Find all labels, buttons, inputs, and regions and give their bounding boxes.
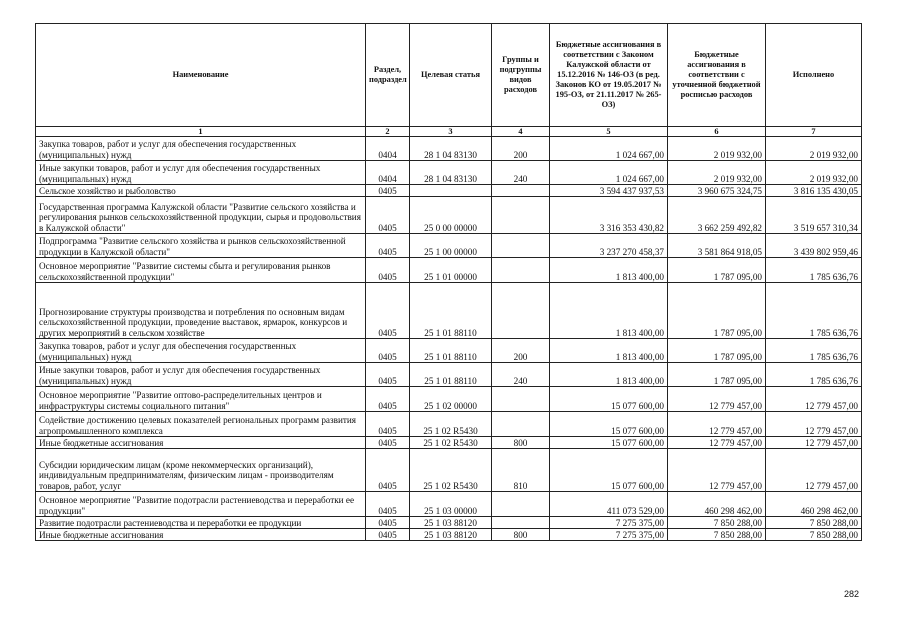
row-law-amount: 1 024 667,00 — [550, 137, 668, 161]
row-target: 28 1 04 83130 — [410, 161, 492, 185]
row-section: 0405 — [366, 339, 410, 363]
header-groups: Группы и подгруппы видов расходов — [492, 24, 550, 127]
table-row — [36, 437, 862, 449]
row-law-amount: 15 077 600,00 — [550, 387, 668, 412]
row-executed-amount: 1 785 636,76 — [766, 283, 862, 339]
row-name: Закупка товаров, работ и услуг для обеспечения государственных (муниципальных) нужд — [36, 137, 366, 161]
row-target: 25 1 03 88120 — [410, 517, 492, 529]
row-refined-amount: 7 850 288,00 — [668, 517, 766, 529]
row-executed-amount: 12 779 457,00 — [766, 387, 862, 412]
row-executed-amount: 1 785 636,76 — [766, 363, 862, 387]
row-executed-amount: 12 779 457,00 — [766, 412, 862, 437]
row-name: Закупка товаров, работ и услуг для обеспечения государственных (муниципальных) нужд — [36, 339, 366, 363]
column-number: 2 — [366, 127, 410, 137]
row-section: 0405 — [366, 283, 410, 339]
row-section: 0405 — [366, 492, 410, 517]
table-row — [36, 197, 862, 234]
row-name: Прогнозирование структуры производства и потребления по основным видам сельскохозяйственной продукции, проведение выставок, ярмарок, конкурсов и других мероприятий в сельском хозяйстве — [36, 283, 366, 339]
table-row — [36, 492, 862, 517]
row-refined-amount: 12 779 457,00 — [668, 412, 766, 437]
row-target: 25 1 02 00000 — [410, 387, 492, 412]
header-name: Наименование — [36, 24, 366, 127]
row-group: 240 — [492, 161, 550, 185]
column-number: 6 — [668, 127, 766, 137]
table-row — [36, 339, 862, 363]
header-executed: Исполнено — [766, 24, 862, 127]
row-executed-amount: 7 850 288,00 — [766, 517, 862, 529]
table-row — [36, 387, 862, 412]
row-executed-amount: 1 785 636,76 — [766, 258, 862, 283]
row-target: 25 1 01 88110 — [410, 363, 492, 387]
row-name: Основное мероприятие "Развитие подотрасли растениеводства и переработки ее продукции" — [36, 492, 366, 517]
row-law-amount: 15 077 600,00 — [550, 449, 668, 492]
row-executed-amount: 3 816 135 430,05 — [766, 185, 862, 197]
row-law-amount: 3 594 437 937,53 — [550, 185, 668, 197]
row-target: 25 1 00 00000 — [410, 234, 492, 258]
table-row — [36, 185, 862, 197]
row-target: 25 1 01 00000 — [410, 258, 492, 283]
row-group — [492, 197, 550, 234]
row-group: 200 — [492, 339, 550, 363]
row-group — [492, 283, 550, 339]
row-group — [492, 258, 550, 283]
row-law-amount: 15 077 600,00 — [550, 412, 668, 437]
row-refined-amount: 2 019 932,00 — [668, 137, 766, 161]
row-target: 28 1 04 83130 — [410, 137, 492, 161]
row-law-amount: 15 077 600,00 — [550, 437, 668, 449]
row-section: 0404 — [366, 137, 410, 161]
row-target: 25 1 03 88120 — [410, 529, 492, 541]
row-group: 200 — [492, 137, 550, 161]
row-target — [410, 185, 492, 197]
table-row — [36, 234, 862, 258]
table-row — [36, 412, 862, 437]
row-group — [492, 412, 550, 437]
column-number: 3 — [410, 127, 492, 137]
table-row — [36, 161, 862, 185]
row-name: Основное мероприятие "Развитие системы сбыта и регулирования рынков сельскохозяйственной продукции" — [36, 258, 366, 283]
header-target: Целевая статья — [410, 24, 492, 127]
row-refined-amount: 2 019 932,00 — [668, 161, 766, 185]
row-executed-amount: 12 779 457,00 — [766, 437, 862, 449]
row-group — [492, 387, 550, 412]
table-row — [36, 283, 862, 339]
row-refined-amount: 1 787 095,00 — [668, 283, 766, 339]
row-group: 800 — [492, 437, 550, 449]
row-target: 25 1 03 00000 — [410, 492, 492, 517]
row-group — [492, 517, 550, 529]
column-number: 4 — [492, 127, 550, 137]
row-name: Иные бюджетные ассигнования — [36, 529, 366, 541]
row-law-amount: 1 813 400,00 — [550, 258, 668, 283]
table-row — [36, 137, 862, 161]
row-name: Иные закупки товаров, работ и услуг для обеспечения государственных (муниципальных) нужд — [36, 363, 366, 387]
row-refined-amount: 1 787 095,00 — [668, 339, 766, 363]
row-name: Содействие достижению целевых показателей региональных программ развития агропромышленного комплекса — [36, 412, 366, 437]
row-group: 810 — [492, 449, 550, 492]
header-refined-allocations: Бюджетные ассигнования в соответствии с уточненной бюджетной росписью расходов — [668, 24, 766, 127]
row-law-amount: 7 275 375,00 — [550, 517, 668, 529]
row-executed-amount: 3 439 802 959,46 — [766, 234, 862, 258]
row-executed-amount: 460 298 462,00 — [766, 492, 862, 517]
row-refined-amount: 12 779 457,00 — [668, 449, 766, 492]
budget-table — [35, 23, 862, 541]
row-executed-amount: 2 019 932,00 — [766, 161, 862, 185]
row-law-amount: 1 024 667,00 — [550, 161, 668, 185]
row-refined-amount: 3 662 259 492,82 — [668, 197, 766, 234]
row-executed-amount: 1 785 636,76 — [766, 339, 862, 363]
row-section: 0405 — [366, 197, 410, 234]
row-executed-amount: 7 850 288,00 — [766, 529, 862, 541]
row-target: 25 1 02 R5430 — [410, 412, 492, 437]
header-row — [36, 24, 862, 127]
row-refined-amount: 3 581 864 918,05 — [668, 234, 766, 258]
row-name: Развитие подотрасли растениеводства и переработки ее продукции — [36, 517, 366, 529]
table-row — [36, 517, 862, 529]
column-number-row — [36, 127, 862, 137]
row-law-amount: 411 073 529,00 — [550, 492, 668, 517]
row-section: 0405 — [366, 234, 410, 258]
page-number: 282 — [844, 589, 860, 599]
table-row — [36, 529, 862, 541]
column-number: 1 — [36, 127, 366, 137]
row-name: Сельское хозяйство и рыболовство — [36, 185, 366, 197]
row-executed-amount: 12 779 457,00 — [766, 449, 862, 492]
table-row — [36, 363, 862, 387]
row-executed-amount: 3 519 657 310,34 — [766, 197, 862, 234]
row-section: 0405 — [366, 387, 410, 412]
row-section: 0405 — [366, 412, 410, 437]
row-law-amount: 1 813 400,00 — [550, 339, 668, 363]
row-group: 240 — [492, 363, 550, 387]
row-target: 25 1 01 88110 — [410, 283, 492, 339]
row-law-amount: 1 813 400,00 — [550, 283, 668, 339]
row-refined-amount: 12 779 457,00 — [668, 437, 766, 449]
row-refined-amount: 3 960 675 324,75 — [668, 185, 766, 197]
row-refined-amount: 7 850 288,00 — [668, 529, 766, 541]
column-number: 5 — [550, 127, 668, 137]
row-refined-amount: 12 779 457,00 — [668, 387, 766, 412]
header-section: Раздел, подраздел — [366, 24, 410, 127]
row-name: Государственная программа Калужской области "Развитие сельского хозяйства и регулирования рынков сельскохозяйственной продукции, сырья и продовольствия в Калужской области" — [36, 197, 366, 234]
row-law-amount: 1 813 400,00 — [550, 363, 668, 387]
row-section: 0405 — [366, 529, 410, 541]
row-refined-amount: 460 298 462,00 — [668, 492, 766, 517]
row-name: Подпрограмма "Развитие сельского хозяйства и рынков сельскохозяйственной продукции в Калужской области" — [36, 234, 366, 258]
row-refined-amount: 1 787 095,00 — [668, 258, 766, 283]
row-section: 0405 — [366, 437, 410, 449]
row-name: Иные закупки товаров, работ и услуг для обеспечения государственных (муниципальных) нужд — [36, 161, 366, 185]
row-target: 25 1 02 R5430 — [410, 449, 492, 492]
row-section: 0405 — [366, 185, 410, 197]
row-executed-amount: 2 019 932,00 — [766, 137, 862, 161]
row-group: 800 — [492, 529, 550, 541]
row-target: 25 1 02 R5430 — [410, 437, 492, 449]
column-number: 7 — [766, 127, 862, 137]
row-section: 0405 — [366, 363, 410, 387]
row-name: Субсидии юридическим лицам (кроме некоммерческих организаций), индивидуальным предпринимателям, физическим лицам - производителям товаров, работ, услуг — [36, 449, 366, 492]
row-section: 0404 — [366, 161, 410, 185]
row-group — [492, 185, 550, 197]
row-target: 25 0 00 00000 — [410, 197, 492, 234]
row-refined-amount: 1 787 095,00 — [668, 363, 766, 387]
row-section: 0405 — [366, 517, 410, 529]
row-section: 0405 — [366, 449, 410, 492]
row-target: 25 1 01 88110 — [410, 339, 492, 363]
row-name: Иные бюджетные ассигнования — [36, 437, 366, 449]
row-group — [492, 234, 550, 258]
row-law-amount: 7 275 375,00 — [550, 529, 668, 541]
row-law-amount: 3 316 353 430,82 — [550, 197, 668, 234]
row-law-amount: 3 237 270 458,37 — [550, 234, 668, 258]
row-section: 0405 — [366, 258, 410, 283]
table-row — [36, 449, 862, 492]
row-name: Основное мероприятие "Развитие оптово-распределительных центров и инфраструктуры системы социального питания" — [36, 387, 366, 412]
table-row — [36, 258, 862, 283]
header-law-allocations: Бюджетные ассигнования в соответствии с Законом Калужской области от 15.12.2016 № 146-ОЗ (в ред. Законов КО от 19.05.2017 № 195-ОЗ, от 21.11.2017 № 265-ОЗ) — [550, 24, 668, 127]
row-group — [492, 492, 550, 517]
